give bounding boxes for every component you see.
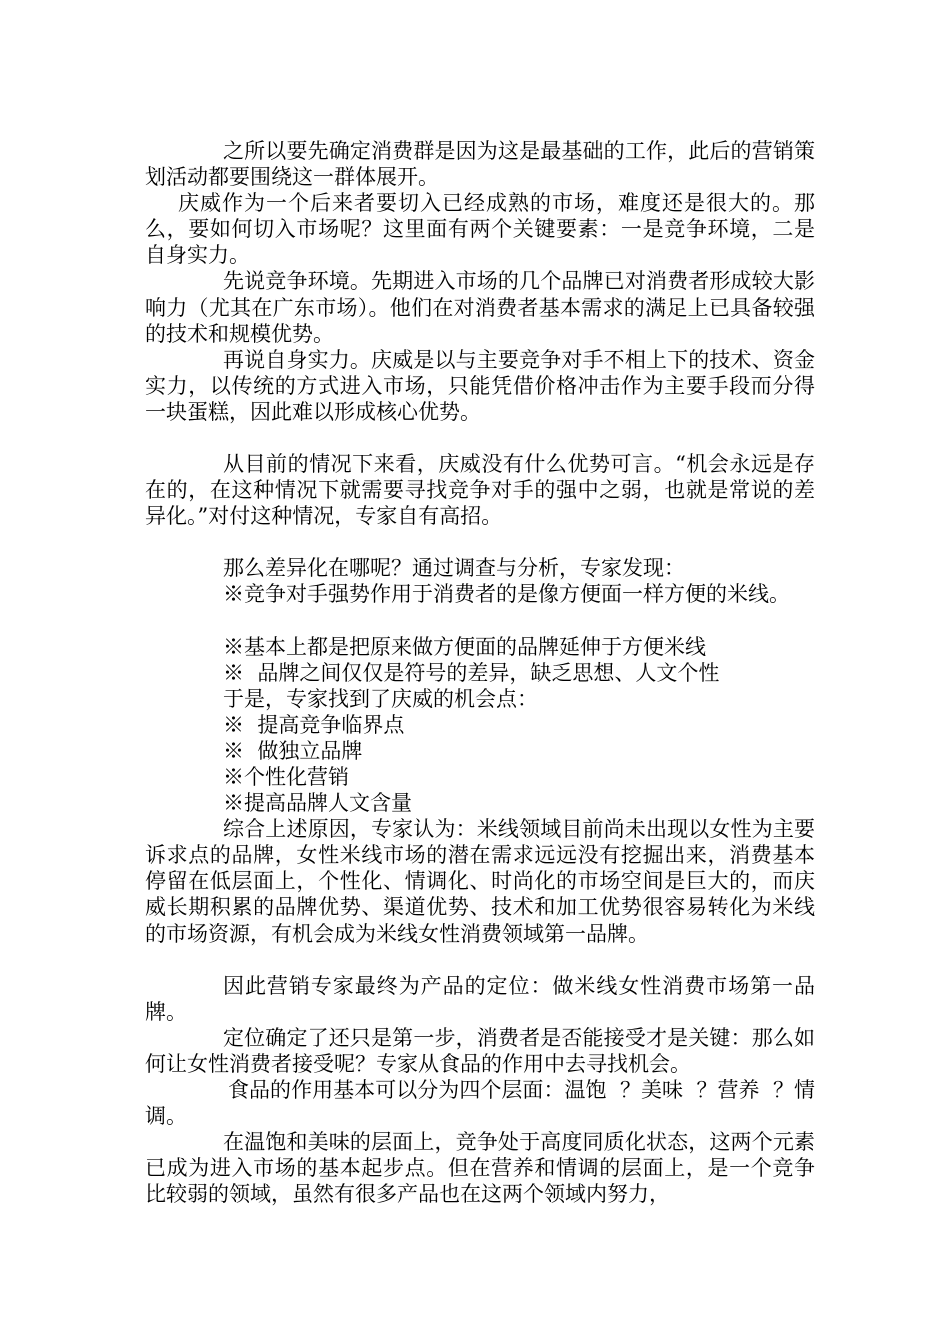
- blank-line: [145, 947, 815, 973]
- bullet-6: ※个性化营销: [223, 764, 349, 789]
- bullet-1: ※竞争对手强势作用于消费者的是像方便面一样方便的米线。: [223, 582, 790, 607]
- paragraph-7: 于是，专家找到了庆威的机会点：: [223, 686, 538, 711]
- paragraph-2: 庆威作为一个后来者要切入已经成熟的市场，难度还是很大的。那么，要如何切入市场呢？这里面有两个关键要素：一是竞争环境，二是自身实力。: [145, 191, 815, 268]
- paragraph-10: 定位确定了还只是第一步，消费者是否能接受才是关键：那么如何让女性消费者接受呢？专家从食品的作用中去寻找机会。: [145, 1025, 815, 1076]
- bullet-2: ※基本上都是把原来做方便面的品牌延伸于方便米线: [223, 634, 706, 659]
- bullet-4: ※ 提高竞争临界点: [223, 712, 405, 737]
- paragraph-12: 在温饱和美味的层面上，竞争处于高度同质化状态，这两个元素已成为进入市场的基本起步点。但在营养和情调的层面上，是一个竞争比较弱的领域，虽然有很多产品也在这两个领域内努力，: [145, 1130, 815, 1207]
- paragraph-8: 综合上述原因，专家认为：米线领域目前尚未出现以女性为主要诉求点的品牌，女性米线市场的潜在需求远远没有挖掘出来，消费基本停留在低层面上，个性化、情调化、时尚化的市场空间是巨大的，而庆威长期积累的品牌优势、渠道优势、技术和加工优势很容易转化为米线的市场资源，有机会成为米线女性消费领域第一品牌。: [145, 817, 815, 946]
- blank-line: [145, 529, 815, 555]
- bullet-5: ※ 做独立品牌: [223, 738, 363, 763]
- bullet-7: ※提高品牌人文含量: [223, 791, 412, 816]
- paragraph-5: 从目前的情况下来看，庆威没有什么优势可言。“机会永远是存在的，在这种情况下就需要寻找竞争对手的强中之弱，也就是常说的差异化。”对付这种情况，专家自有高招。: [145, 452, 815, 529]
- blank-line: [145, 608, 815, 634]
- paragraph-11: 食品的作用基本可以分为四个层面：温饱 ？美味 ？营养 ？情调。: [145, 1078, 815, 1129]
- bullet-3: ※ 品牌之间仅仅是符号的差异，缺乏思想、人文个性: [223, 660, 720, 685]
- paragraph-3: 先说竞争环境。先期进入市场的几个品牌已对消费者形成较大影响力（尤其在广东市场）。他们在对消费者基本需求的满足上已具备较强的技术和规模优势。: [145, 269, 815, 346]
- paragraph-6: 那么差异化在哪呢？通过调查与分析，专家发现：: [223, 556, 685, 581]
- paragraph-9: 因此营销专家最终为产品的定位：做米线女性消费市场第一品牌。: [145, 973, 815, 1024]
- document-body: [145, 138, 815, 1207]
- blank-line: [145, 425, 815, 451]
- paragraph-1: 之所以要先确定消费群是因为这是最基础的工作，此后的营销策划活动都要围绕这一群体展开。: [145, 139, 815, 190]
- paragraph-4: 再说自身实力。庆威是以与主要竞争对手不相上下的技术、资金实力，以传统的方式进入市场，只能凭借价格冲击作为主要手段而分得一块蛋糕，因此难以形成核心优势。: [145, 347, 815, 424]
